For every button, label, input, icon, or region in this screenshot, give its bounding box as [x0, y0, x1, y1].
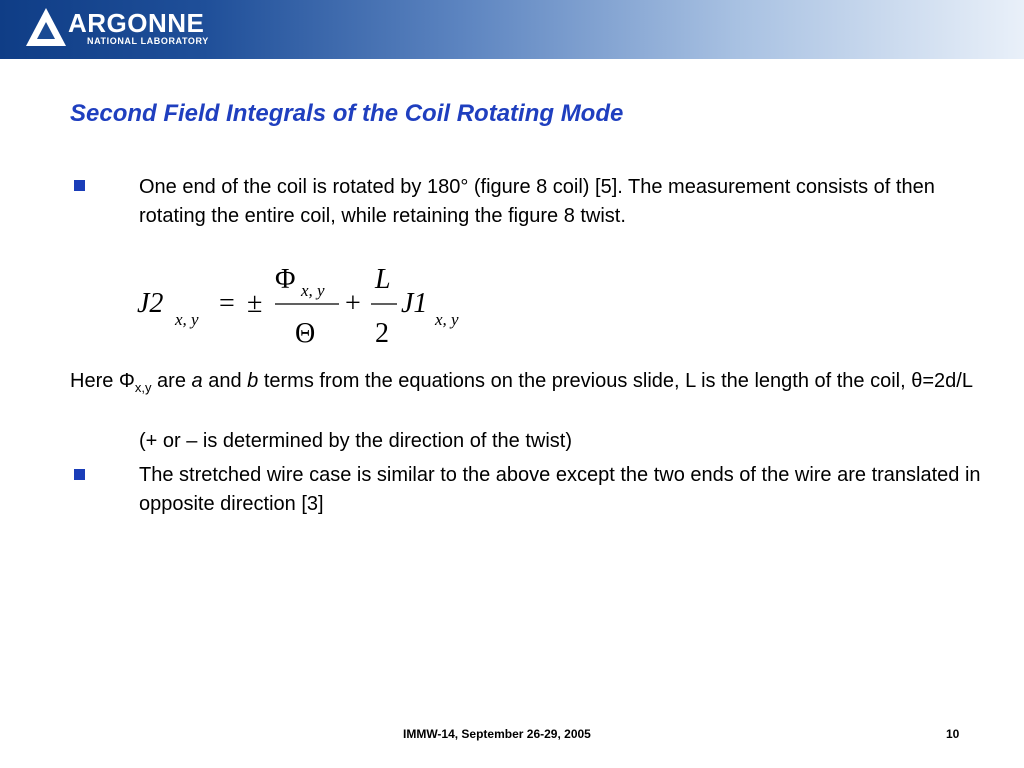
bullet-square-icon — [74, 180, 85, 191]
bullet-text-2: The stretched wire case is similar to the above except the two ends of the wire are translated in opposite direction [3] — [139, 464, 981, 515]
slide-title: Second Field Integrals of the Coil Rotating Mode — [70, 100, 624, 127]
here-lead: Here Φ — [70, 370, 135, 392]
equation — [135, 262, 495, 352]
here-sub: x,y — [134, 380, 152, 395]
eq-lhs: J2 — [137, 288, 164, 319]
bullet-square-icon — [74, 469, 85, 480]
footer-text: IMMW-14, September 26-29, 2005 — [403, 727, 591, 741]
here-b: b — [247, 370, 259, 392]
here-t2: and — [202, 370, 248, 392]
eq-frac1-den: Θ — [295, 318, 316, 349]
logo-subtext: NATIONAL LABORATORY — [87, 36, 209, 46]
argonne-logo-icon — [24, 6, 68, 52]
here-t3: terms from the equations on the previous slide, L is the length of the coil, θ=2d/L — [258, 370, 973, 392]
page-number: 10 — [946, 727, 960, 741]
eq-frac1-num-sub: x, y — [301, 281, 325, 300]
bullet-text-1: One end of the coil is rotated by 180° (figure 8 coil) [5]. The measurement consists of then rotating the entire coil, while retaining the figure 8 twist. — [139, 176, 935, 227]
eq-rhs: J1 — [401, 288, 428, 319]
here-a: a — [191, 370, 203, 392]
here-paragraph — [70, 367, 1024, 402]
twist-note: (+ or – is determined by the direction of the twist) — [139, 430, 572, 452]
argonne-logo — [24, 6, 224, 52]
eq-pm: ± — [247, 288, 263, 319]
eq-frac1-num: Φ — [275, 264, 296, 295]
eq-lhs-sub: x, y — [175, 310, 199, 329]
logo-text: ARGONNE — [68, 8, 205, 38]
eq-frac2-num: L — [375, 264, 391, 295]
eq-equals: = — [219, 288, 235, 319]
here-t1: are — [151, 370, 192, 392]
eq-plus: + — [345, 288, 361, 319]
eq-frac2-den: 2 — [375, 318, 389, 349]
eq-rhs-sub: x, y — [435, 310, 459, 329]
